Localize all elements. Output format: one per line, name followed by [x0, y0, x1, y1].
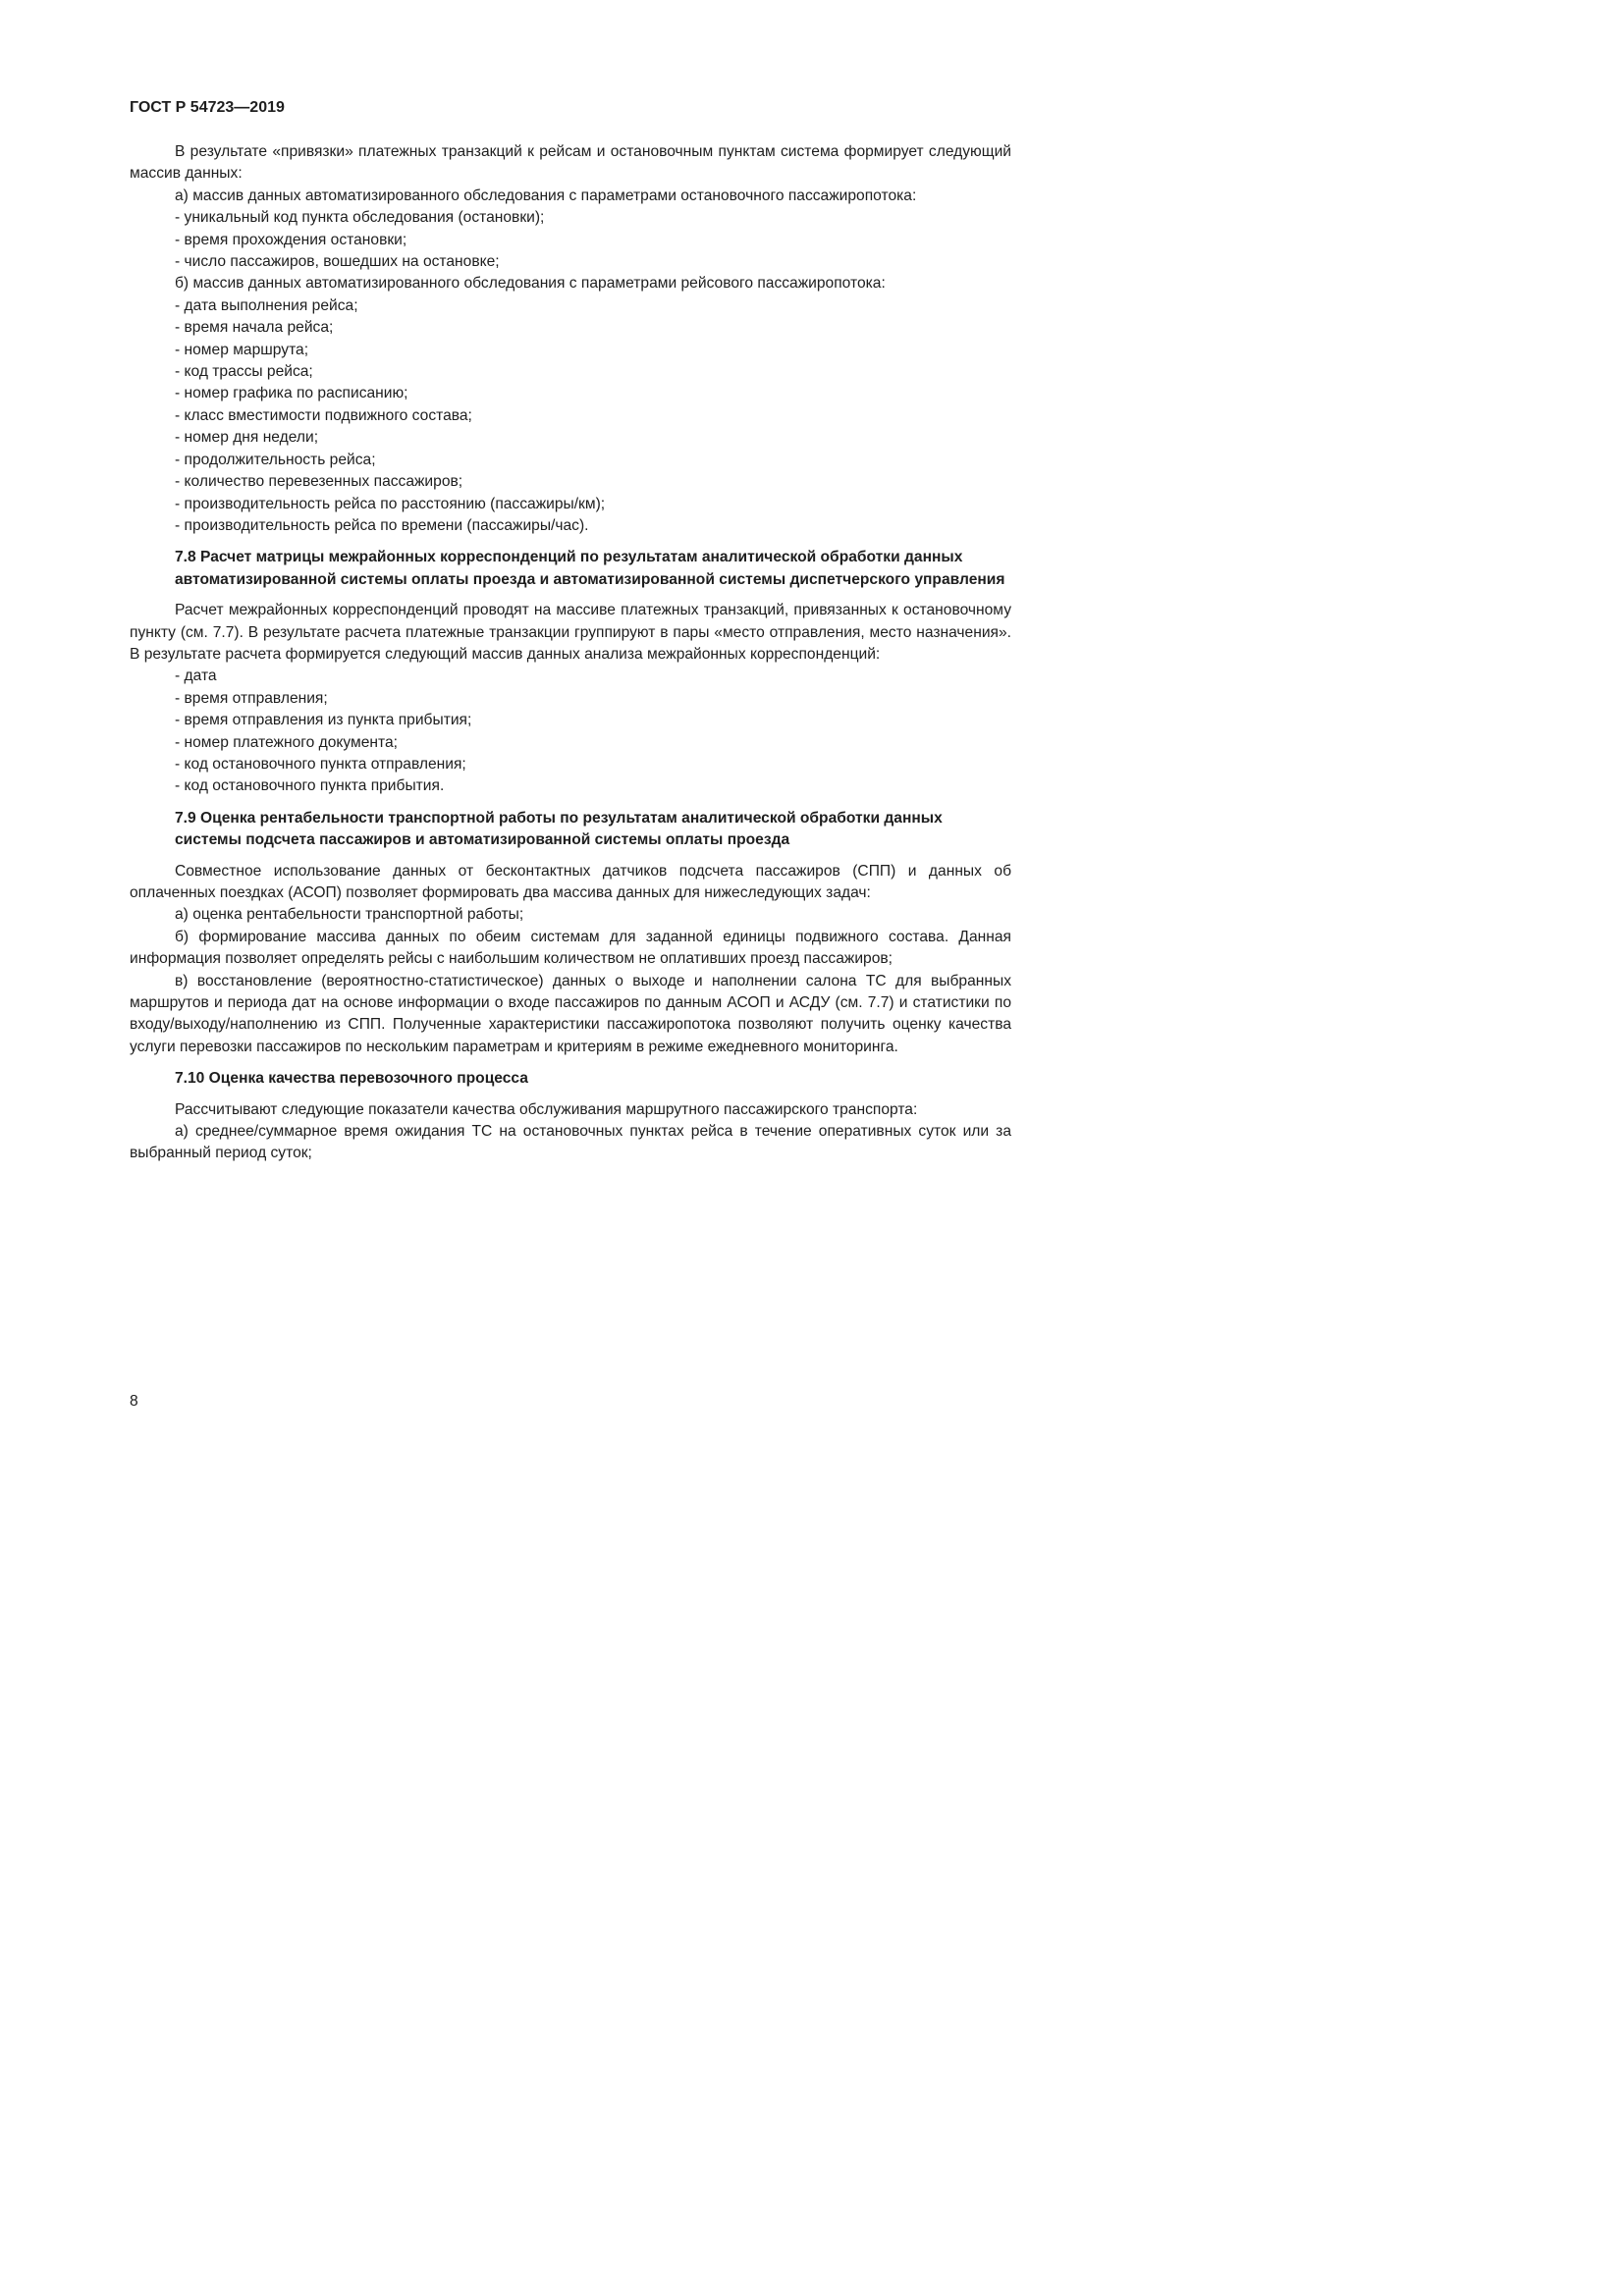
list-item: - код остановочного пункта отправления; — [175, 755, 466, 773]
list-item: - дата выполнения рейса; — [175, 296, 358, 314]
list-item: - код трассы рейса; — [175, 363, 313, 381]
list-item: - время отправления из пункта прибытия; — [175, 712, 472, 729]
list-item: - номер маршрута; — [175, 341, 309, 358]
list-b-items — [130, 295, 1011, 537]
list-item: - дата — [175, 667, 217, 685]
paragraph: Рассчитывают следующие показатели качества обслуживания маршрутного пассажирского транспорта: — [175, 1100, 918, 1118]
section-heading-7-8: 7.8 Расчет матрицы межрайонных корреспонденций по результатам аналитической обработки данных автоматизированной системы оплаты проезда и автоматизированной системы диспетчерского управления — [175, 549, 1005, 588]
list-item-b: б) массив данных автоматизированного обследования с параметрами рейсового пассажиропотока: — [175, 275, 886, 293]
list-item-a: а) оценка рентабельности транспортной работы; — [175, 906, 524, 924]
list-item: - время отправления; — [175, 689, 328, 707]
list-item: - число пассажиров, вошедших на остановке; — [175, 253, 500, 271]
list-item: - номер дня недели; — [175, 429, 319, 447]
list-item: - продолжительность рейса; — [175, 451, 376, 468]
list-item: - класс вместимости подвижного состава; — [175, 406, 472, 424]
section-heading-7-10: 7.10 Оценка качества перевозочного процесса — [175, 1070, 528, 1088]
section-7-8-items — [130, 666, 1011, 797]
list-item-b: б) формирование массива данных по обеим системам для заданной единицы подвижного состава. Данная информация позволяет определять рейсы с наибольшим количеством не оплативших проезд пассажиров; — [130, 928, 1011, 968]
list-item: - код остановочного пункта прибытия. — [175, 777, 445, 795]
paragraph: Расчет межрайонных корреспонденций проводят на массиве платежных транзакций, привязанных к остановочному пункту (см. 7.7). В результате расчета платежные транзакции группируют в пары «место отправления, место назначения». В результате расчета формируется следующий массив данных анализа межрайонных корреспонденций: — [130, 602, 1011, 663]
list-item: - время начала рейса; — [175, 319, 334, 337]
page-number: 8 — [130, 1393, 138, 1410]
document-header: ГОСТ Р 54723—2019 — [130, 99, 285, 116]
list-item: - количество перевезенных пассажиров; — [175, 473, 463, 491]
paragraph: Совместное использование данных от бесконтактных датчиков подсчета пассажиров (СПП) и данных об оплаченных поездках (АСОП) позволяет формировать два массива данных для нижеследующих задач: — [130, 862, 1011, 901]
page-body — [130, 97, 1011, 1165]
list-item: - номер платежного документа; — [175, 733, 398, 751]
list-item: - время прохождения остановки; — [175, 231, 407, 248]
list-item: - производительность рейса по расстоянию (пассажиры/км); — [175, 495, 606, 512]
list-item-a: а) среднее/суммарное время ожидания ТС на остановочных пунктах рейса в течение оперативных суток или за выбранный период суток; — [130, 1123, 1011, 1162]
list-item: - уникальный код пункта обследования (остановки); — [175, 209, 545, 227]
paragraph: В результате «привязки» платежных транзакций к рейсам и остановочным пунктам система формирует следующий массив данных: — [130, 143, 1011, 183]
list-item-a: а) массив данных автоматизированного обследования с параметрами остановочного пассажиропотока: — [175, 187, 917, 204]
list-item-c: в) восстановление (вероятностно-статистическое) данных о выходе и наполнении салона ТС для выбранных маршрутов и периода дат на основе информации о входе пассажиров по данным АСОП и АСДУ (см. 7.7) и статистики по входу/выходу/наполнению из СПП. Полученные характеристики пассажиропотока позволяют получить оценку качества услуги перевозки пассажиров по нескольким параметрам и критериям в режиме ежедневного мониторинга. — [130, 972, 1011, 1055]
list-item: - номер графика по расписанию; — [175, 385, 408, 402]
section-heading-7-9: 7.9 Оценка рентабельности транспортной работы по результатам аналитической обработки данных системы подсчета пассажиров и автоматизированной системы оплаты проезда — [175, 809, 943, 849]
list-a-items — [130, 207, 1011, 273]
list-item: - производительность рейса по времени (пассажиры/час). — [175, 516, 589, 534]
